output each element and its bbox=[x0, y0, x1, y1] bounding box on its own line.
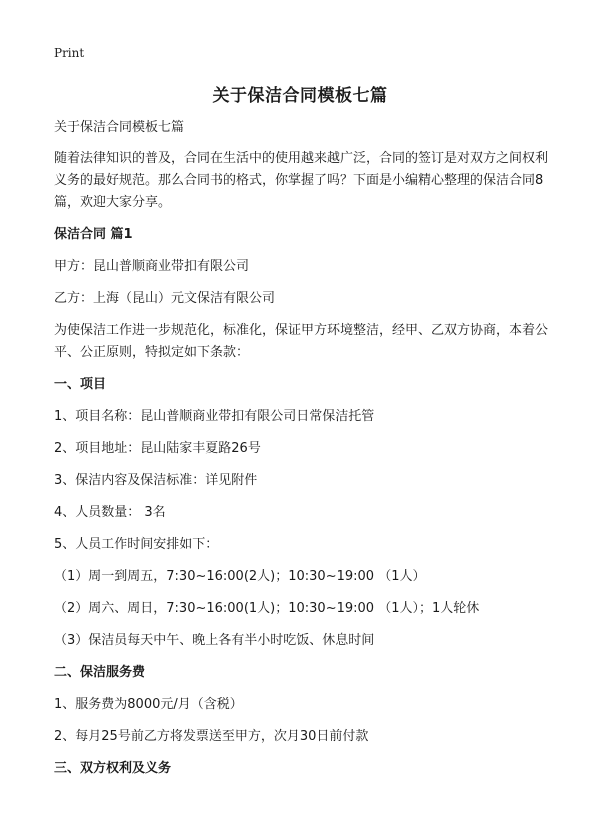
project-item-address: 2、项目地址：昆山陆家丰夏路26号 bbox=[54, 441, 261, 456]
heading-project: 一、项目 bbox=[54, 377, 107, 392]
print-link[interactable]: Print bbox=[54, 46, 85, 60]
project-item-content: 3、保洁内容及保洁标准：详见附件 bbox=[54, 473, 258, 488]
heading-fee: 二、保洁服务费 bbox=[54, 665, 146, 680]
project-item-schedule: 5、人员工作时间安排如下： bbox=[54, 537, 219, 552]
schedule-weekday: （1）周一到周五，7:30~16:00(2人)；10:30~19:00 （1人） bbox=[54, 569, 426, 584]
page-title: 关于保洁合同模板七篇 bbox=[212, 86, 388, 106]
schedule-weekend: （2）周六、周日，7:30~16:00(1人)；10:30~19:00 （1人）；1人轮休 bbox=[54, 601, 480, 616]
project-item-staff: 4、人员数量： 3名 bbox=[54, 505, 166, 520]
project-item-name: 1、项目名称：昆山普顺商业带扣有限公司日常保洁托管 bbox=[54, 409, 375, 424]
fee-payment: 2、每月25号前乙方将发票送至甲方，次月30日前付款 bbox=[54, 729, 369, 744]
party-a: 甲方：昆山普顺商业带扣有限公司 bbox=[54, 259, 250, 274]
document-subtitle: 关于保洁合同模板七篇 bbox=[54, 120, 185, 135]
heading-rights: 三、双方权利及义务 bbox=[54, 761, 172, 776]
intro-paragraph: 随着法律知识的普及，合同在生活中的使用越来越广泛，合同的签订是对双方之间权利义务的最好规范。那么合同书的格式，你掌握了吗？下面是小编精心整理的保洁合同8篇，欢迎大家分享。 bbox=[54, 151, 549, 210]
document-body bbox=[54, 117, 554, 780]
section-title: 保洁合同 篇1 bbox=[54, 227, 133, 242]
schedule-meals: （3）保洁员每天中午、晚上各有半小时吃饭、休息时间 bbox=[54, 633, 375, 648]
fee-amount: 1、服务费为8000元/月（含税） bbox=[54, 697, 243, 712]
party-b: 乙方：上海（昆山）元文保洁有限公司 bbox=[54, 291, 276, 306]
purpose-paragraph: 为使保洁工作进一步规范化，标准化，保证甲方环境整洁，经甲、乙双方协商，本着公平、公正原则，特拟定如下条款： bbox=[54, 323, 549, 360]
